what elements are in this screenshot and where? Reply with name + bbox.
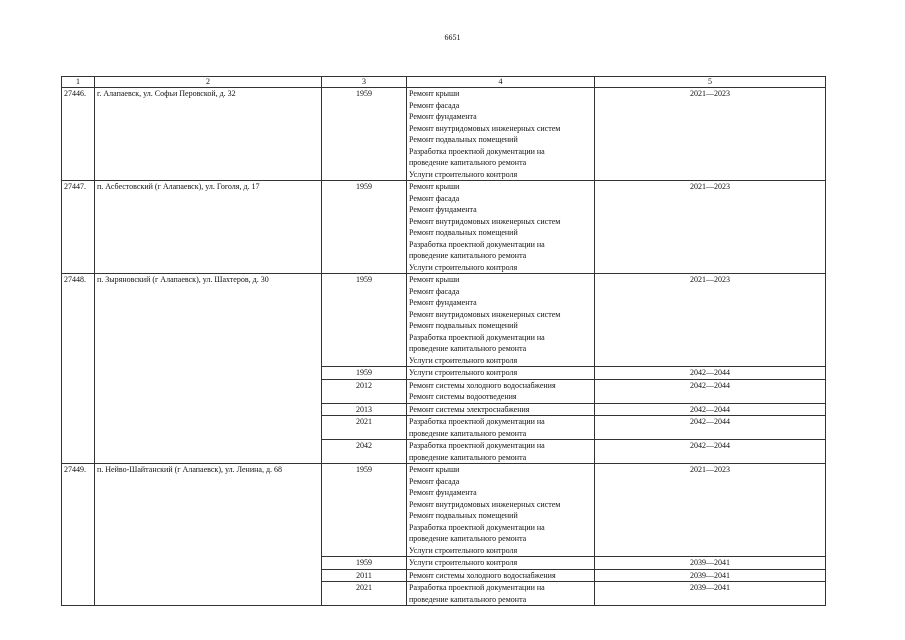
work-item: Ремонт крыши [409,89,460,98]
work-item: Разработка проектной документации на [409,146,545,156]
work-item: Ремонт внутридомовых инженерных систем [409,216,561,226]
work-item: Разработка проектной документации на [409,332,545,342]
year-cell: 2021 [322,582,407,606]
year-cell: 2012 [322,379,407,403]
period-cell: 2039—2041 [595,557,826,570]
work-item: Ремонт системы водоотведения [409,392,517,401]
year-cell: 2013 [322,403,407,416]
works-cell [407,440,595,464]
works-cell [407,367,595,380]
row-number: 27449. [62,464,95,606]
works-cell [407,379,595,403]
works-cell [407,557,595,570]
work-item: Ремонт внутридомовых инженерных систем [409,499,561,509]
work-item: проведение капитального ремонта [409,158,527,167]
works-cell [407,274,595,367]
work-item: Ремонт подвальных помещений [409,228,518,237]
year-cell: 2011 [322,569,407,582]
header-col-5: 5 [595,77,826,88]
work-item: Ремонт фундамента [409,488,477,497]
year-cell: 2021 [322,416,407,440]
period-cell: 2042—2044 [595,367,826,380]
row-number: 27448. [62,274,95,464]
year-cell: 1959 [322,88,407,181]
work-item: Ремонт внутридомовых инженерных систем [409,309,561,319]
work-item: проведение капитального ремонта [409,251,527,260]
work-item: проведение капитального ремонта [409,452,527,462]
work-item: Ремонт подвальных помещений [409,321,518,330]
period-cell: 2021—2023 [595,181,826,274]
work-item: Ремонт крыши [409,182,460,191]
work-item: Ремонт внутридомовых инженерных систем [409,123,561,133]
work-item: Услуги строительного контроля [409,368,518,377]
year-cell: 1959 [322,464,407,557]
works-cell [407,569,595,582]
address-cell: п. Нейво-Шайтанский (г Алапаевск), ул. Ленина, д. 68 [95,464,322,606]
work-item: Ремонт подвальных помещений [409,135,518,144]
row-number: 27446. [62,88,95,181]
work-item: Ремонт фундамента [409,112,477,121]
period-cell: 2039—2041 [595,569,826,582]
work-item: проведение капитального ремонта [409,344,527,353]
year-cell: 1959 [322,181,407,274]
works-cell [407,582,595,606]
works-cell [407,403,595,416]
work-item: проведение капитального ремонта [409,594,527,604]
works-cell [407,464,595,557]
period-cell: 2021—2023 [595,464,826,557]
work-item: Ремонт фасада [409,476,460,486]
table-row [62,274,826,367]
year-cell: 2042 [322,440,407,464]
header-col-4: 4 [407,77,595,88]
work-item: Услуги строительного контроля [409,558,518,567]
page-number: 6651 [444,33,461,42]
work-item: Разработка проектной документации на [409,239,545,249]
period-cell: 2021—2023 [595,274,826,367]
work-item: Ремонт фасада [409,100,460,110]
address-cell: п. Асбестовский (г Алапаевск), ул. Гоголя, д. 17 [95,181,322,274]
address-cell: г. Алапаевск, ул. Софьи Перовской, д. 32 [95,88,322,181]
row-number: 27447. [62,181,95,274]
work-item: Ремонт системы холодного водоснабжения [409,570,556,580]
table-row [62,464,826,557]
work-item: Ремонт подвальных помещений [409,511,518,520]
work-item: Услуги строительного контроля [409,355,518,365]
year-cell: 1959 [322,274,407,367]
work-item: проведение капитального ремонта [409,428,527,438]
works-cell [407,88,595,181]
work-item: Ремонт фасада [409,286,460,296]
work-item: Разработка проектной документации на [409,583,545,592]
period-cell: 2039—2041 [595,582,826,606]
period-cell: 2042—2044 [595,379,826,403]
work-item: Ремонт фасада [409,193,460,203]
work-item: Ремонт системы холодного водоснабжения [409,380,556,390]
capital-repair-table [61,76,826,606]
work-item: Разработка проектной документации на [409,417,545,426]
work-item: Разработка проектной документации на [409,441,545,450]
work-item: Услуги строительного контроля [409,169,518,179]
period-cell: 2042—2044 [595,416,826,440]
work-item: Ремонт фундамента [409,298,477,307]
works-cell [407,416,595,440]
period-cell: 2042—2044 [595,403,826,416]
header-col-3: 3 [322,77,407,88]
table-header-row [62,77,826,88]
header-col-1: 1 [62,77,95,88]
work-item: Ремонт крыши [409,465,460,474]
work-item: Разработка проектной документации на [409,522,545,532]
year-cell: 1959 [322,557,407,570]
year-cell: 1959 [322,367,407,380]
works-cell [407,181,595,274]
work-item: Услуги строительного контроля [409,545,518,555]
period-cell: 2042—2044 [595,440,826,464]
work-item: Ремонт крыши [409,275,460,284]
work-item: Ремонт системы электроснабжения [409,404,530,414]
work-item: Услуги строительного контроля [409,262,518,272]
table-row [62,88,826,181]
address-cell: п. Зыряновский (г Алапаевск), ул. Шахтеров, д. 30 [95,274,322,464]
period-cell: 2021—2023 [595,88,826,181]
header-col-2: 2 [95,77,322,88]
table-body [62,88,826,606]
work-item: проведение капитального ремонта [409,534,527,543]
work-item: Ремонт фундамента [409,205,477,214]
table-row [62,181,826,274]
